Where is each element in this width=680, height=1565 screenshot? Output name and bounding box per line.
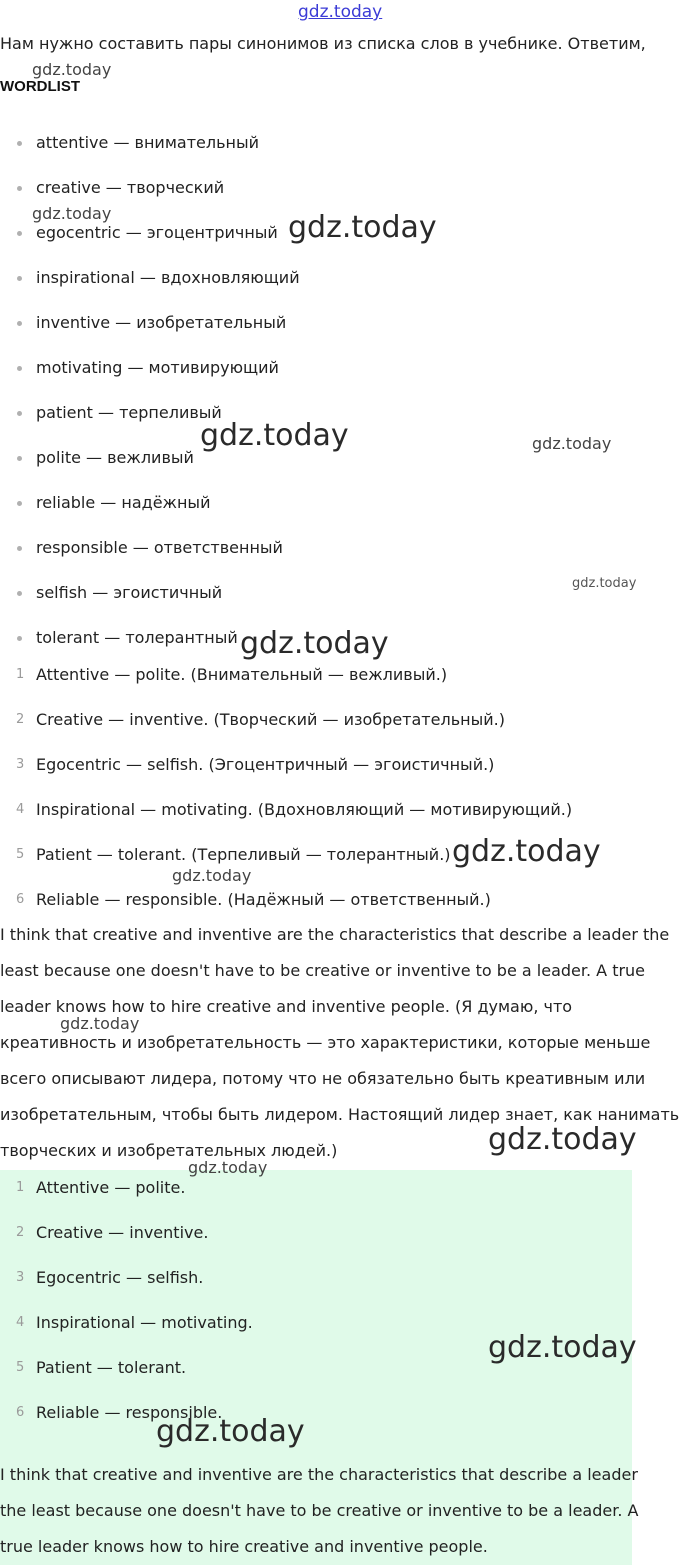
item-number: 6 [16, 1405, 25, 1420]
watermark: gdz.today [532, 434, 612, 453]
item-number: 4 [16, 1315, 25, 1330]
item-number: 1 [16, 667, 25, 682]
list-item: motivating — мотивирующий [0, 347, 300, 392]
item-text: Egocentric — selfish. (Эгоцентричный — эгоистичный.) [36, 755, 495, 774]
item-number: 2 [16, 712, 25, 727]
watermark: gdz.today [488, 1330, 637, 1365]
list-item: tolerant — толерантный [0, 617, 300, 662]
list-item: attentive — внимательный [0, 122, 300, 167]
item-text: Reliable — responsible. (Надёжный — ответственный.) [36, 890, 491, 909]
watermark: gdz.today [452, 834, 601, 869]
list-item: polite — вежливый [0, 437, 300, 482]
list-item: creative — творческий [0, 167, 300, 212]
item-number: 3 [16, 1270, 25, 1285]
list-item [0, 1173, 253, 1218]
item-number: 2 [16, 1225, 25, 1240]
watermark: gdz.today [240, 626, 389, 661]
synonym-pairs-answer [0, 1173, 253, 1443]
watermark: gdz.today [60, 1014, 140, 1033]
item-text: Patient — tolerant. [36, 1358, 187, 1377]
item-text: Egocentric — selfish. [36, 1268, 204, 1287]
watermark: gdz.today [172, 866, 252, 885]
item-text: Attentive — polite. [36, 1178, 186, 1197]
item-number: 5 [16, 1360, 25, 1375]
intro-text: Нам нужно составить пары синонимов из списка слов в учебнике. Ответим, [0, 34, 646, 53]
watermark: gdz.today [488, 1122, 637, 1157]
item-text: Creative — inventive. (Творческий — изобретательный.) [36, 710, 505, 729]
watermark: gdz.today [572, 576, 637, 591]
list-item: responsible — ответственный [0, 527, 300, 572]
item-text: Inspirational — motivating. [36, 1313, 253, 1332]
site-link[interactable]: gdz.today [298, 2, 383, 22]
watermark: gdz.today [200, 418, 349, 453]
list-item: reliable — надёжный [0, 482, 300, 527]
list-item [0, 1308, 253, 1353]
list-item [0, 1263, 253, 1308]
list-item [0, 660, 572, 705]
item-number: 1 [16, 1180, 25, 1195]
list-item [0, 705, 572, 750]
list-item: patient — терпеливый [0, 392, 300, 437]
watermark: gdz.today [188, 1158, 268, 1177]
list-item [0, 750, 572, 795]
list-item [0, 795, 572, 840]
watermark: gdz.today [156, 1414, 305, 1449]
explanation-answer: I think that creative and inventive are the characteristics that describe a leader the least because one doesn't have to be creative or inventive to be a leader. A true leader knows how to hire creative and inventive people. [0, 1465, 639, 1556]
list-item [0, 1218, 253, 1263]
list-item: egocentric — эгоцентричный [0, 212, 300, 257]
item-text: Attentive — polite. (Внимательный — вежливый.) [36, 665, 448, 684]
wordlist-heading: WORDLIST [0, 78, 80, 95]
list-item [0, 1353, 253, 1398]
list-item: inventive — изобретательный [0, 302, 300, 347]
item-number: 5 [16, 847, 25, 862]
list-item: selfish — эгоистичный [0, 572, 300, 617]
item-text: Inspirational — motivating. (Вдохновляющий — мотивирующий.) [36, 800, 573, 819]
list-item: inspirational — вдохновляющий [0, 257, 300, 302]
list-item [0, 840, 572, 885]
wordlist [0, 122, 300, 662]
list-item [0, 1398, 253, 1443]
watermark: gdz.today [288, 210, 437, 245]
explanation-translated: I think that creative and inventive are the characteristics that describe a leader the least because one doesn't have to be creative or inventive to be a leader. A true leader knows how to hire creative and inventive people. (Я думаю, что креативность и изобретательность — это характеристики, которые меньше всего описывают лидера, потому что не обязательно быть креативным или изобретательным, чтобы быть лидером. Настоящий лидер знает, как нанимать творческих и изобретательных людей.) [0, 925, 680, 1160]
item-text: Patient — tolerant. (Терпеливый — толерантный.) [36, 845, 451, 864]
item-number: 6 [16, 892, 25, 907]
item-number: 4 [16, 802, 25, 817]
item-text: Creative — inventive. [36, 1223, 209, 1242]
watermark: gdz.today [32, 60, 112, 79]
item-number: 3 [16, 757, 25, 772]
item-text: Reliable — responsible. [36, 1403, 223, 1422]
watermark: gdz.today [32, 204, 112, 223]
synonym-pairs-translated [0, 660, 572, 930]
